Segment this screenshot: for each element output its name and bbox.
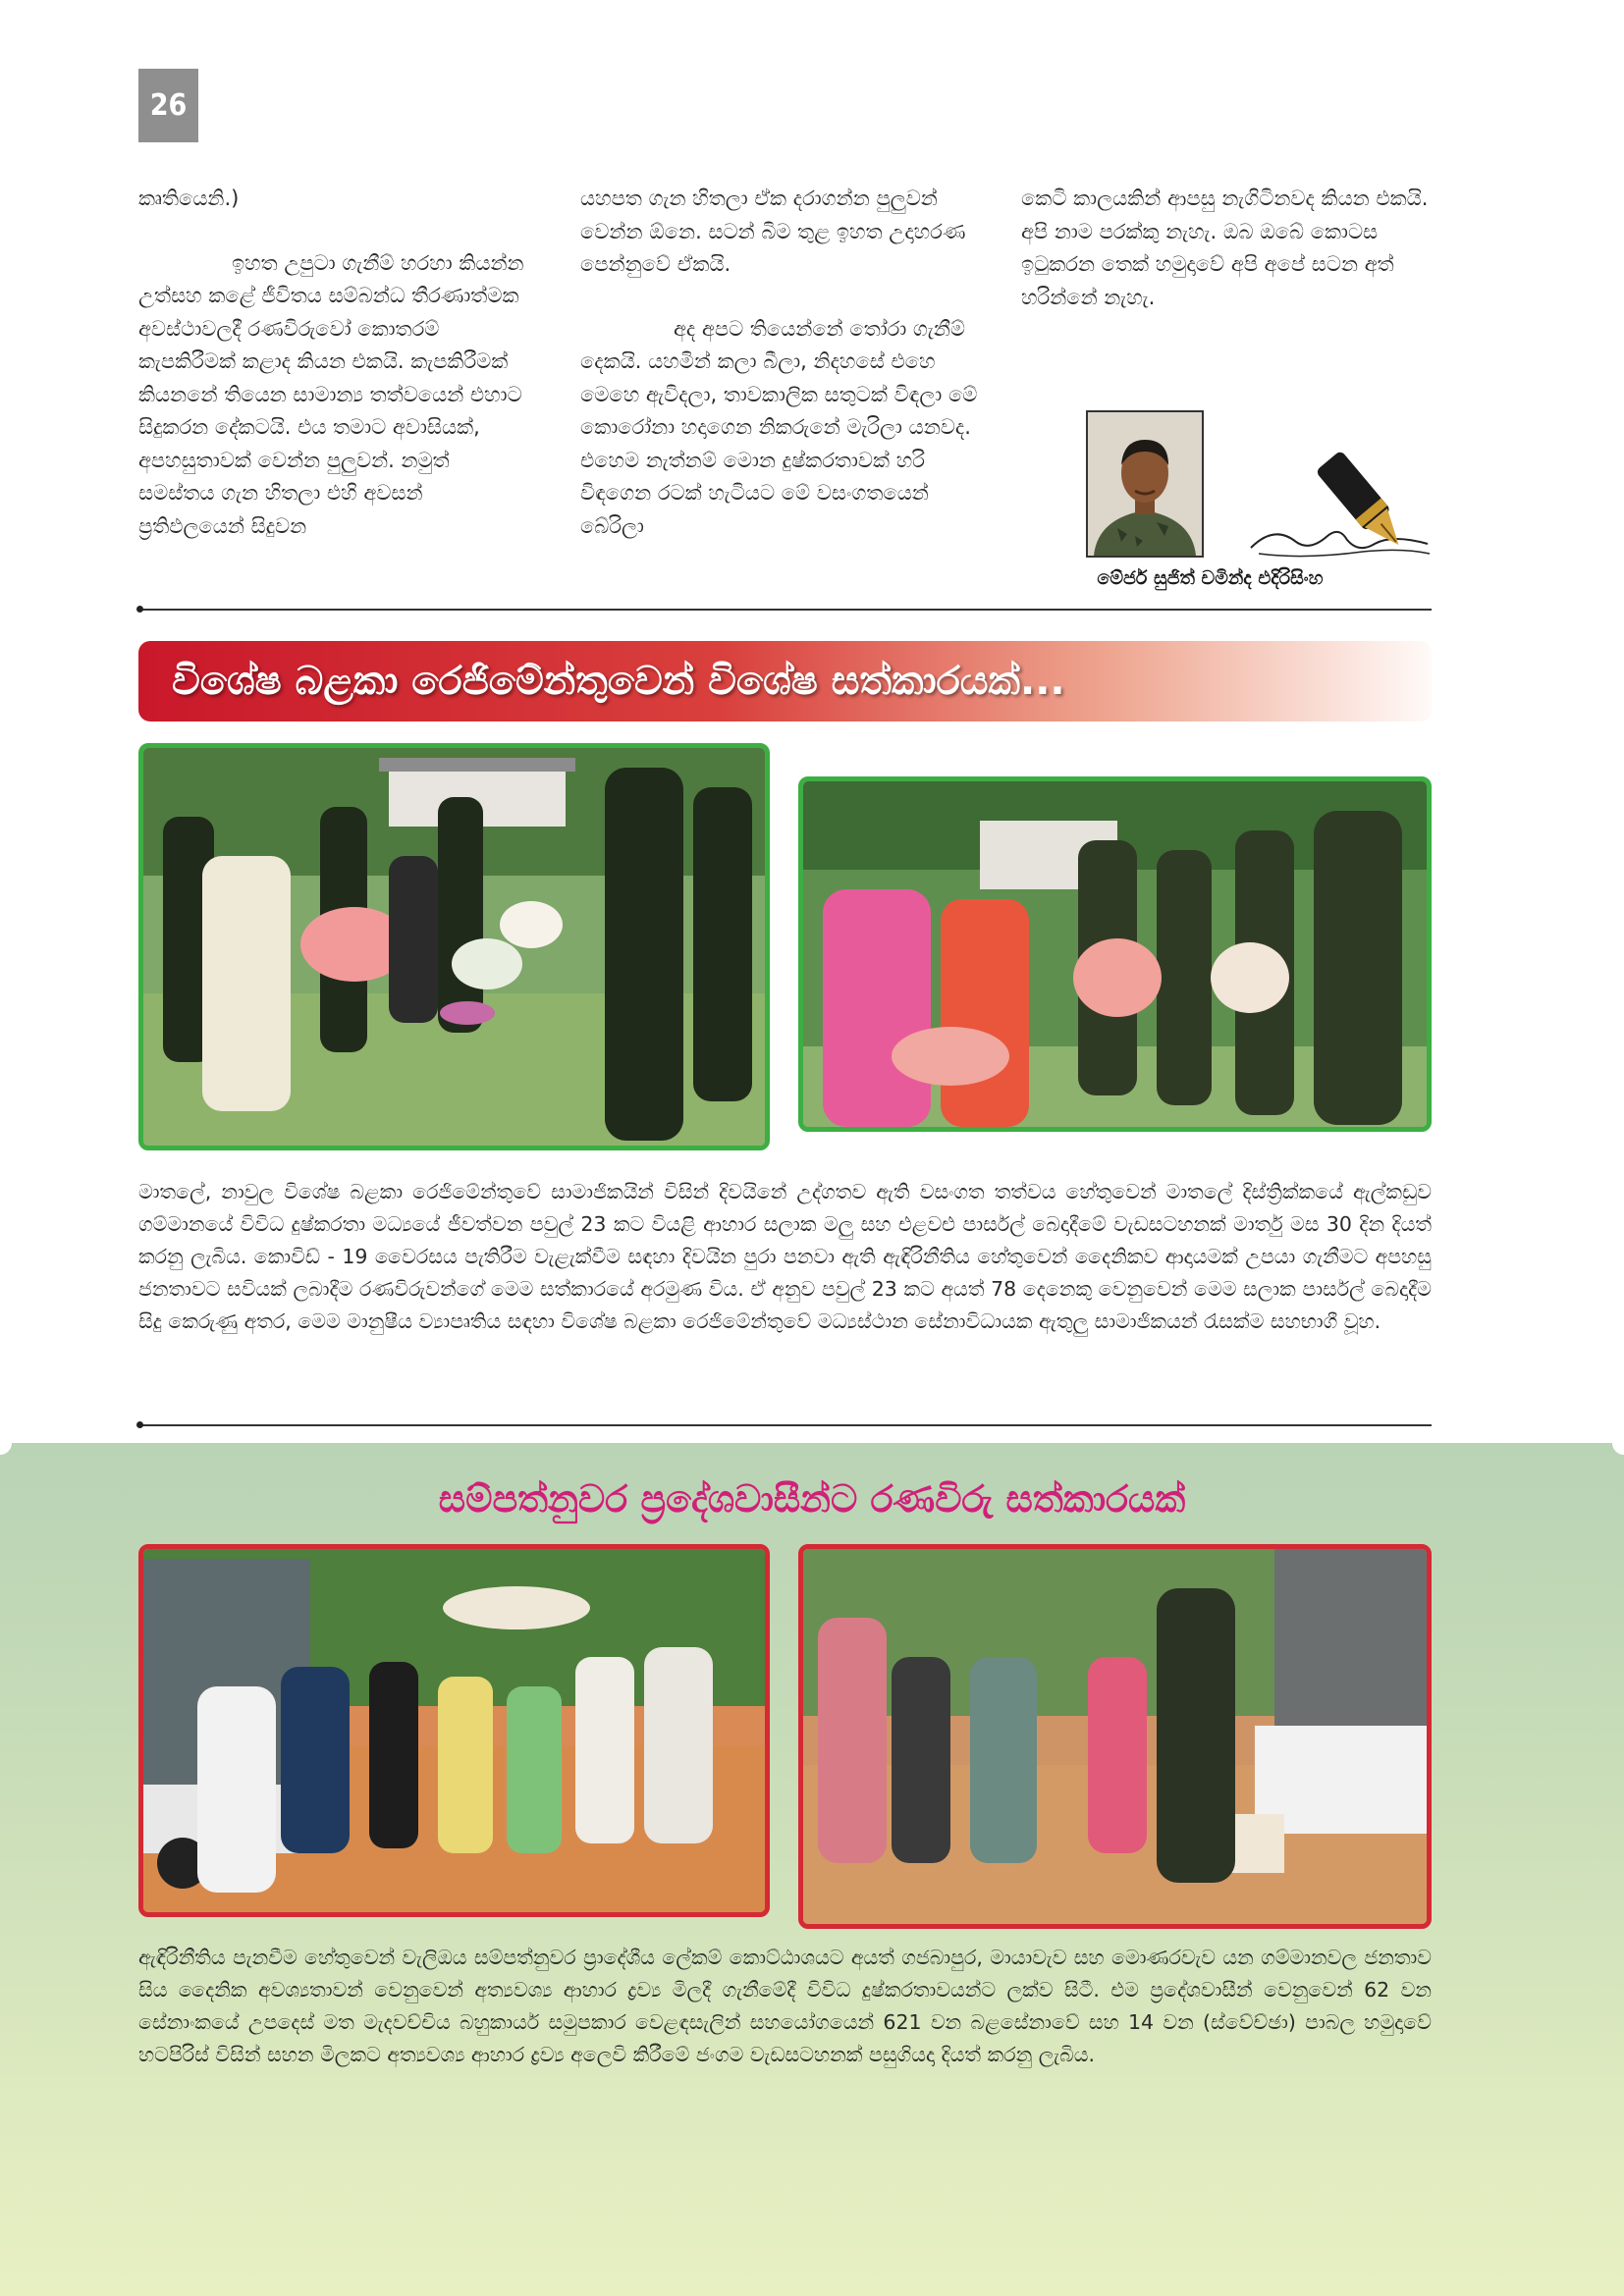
signature-pen-illustration [1245, 442, 1432, 569]
section-divider [138, 1424, 1432, 1426]
section-divider [138, 609, 1432, 611]
article1-paragraph: යහපත ගැන හිතලා ඒක දරාගන්න පුලුවන් වෙන්න ඕනෙ. සටන් බිම තුළ ඉහත උදාහරණ පෙන්නුවේ ඒකයි. [580, 187, 966, 276]
article2-caption: මාතලේ, නාවුල විශේෂ බළකා රෙජිමේන්තුවේ සාමාජිකයින් විසින් දිවයිනේ උද්ගතව ඇති වසංගත තත්වය හේතුවෙන් මාතලේ දිස්ත්‍රික්කයේ ඇල්කඩුව ගම්මානයේ විවිධ දුෂ්කරතා මධ්‍යයේ ජීවත්වන පවුල් 23 කට වියළි ආහාර සලාක මලු සහ එළවළු පාර්සල් බෙදාදීමේ වැඩසටහනක් මාර්තු මස 30 දින දියත් කරනු ලැබිය. කොවිඩ් - 19 වෛරසය පැතිරීම වැළැක්වීම සඳහා දිවයින පුරා පනවා ඇති ඇඳිරිනීතිය හේතුවෙන් දෛනිකව ආදායමක් උපයා ගැනීමට අපහසු ජනතාවට සවියක් ලබාදීම රණවිරුවන්ගේ මෙම සත්කාරයේ අරමුණ විය. ඒ අනුව පවුල් 23 කට අයත් 78 දෙනෙකු වෙනුවෙන් මෙම සලාක පාර්සල් බෙදාදීම සිදු කෙරුණු අතර, මෙම මානුෂීය ව්‍යාපෘතිය සඳහා විශේෂ බළකා රෙජිමේන්තුවේ මධ්‍යස්ථාන සේනාවිධායක ඇතුලු සාමාජිකයන් රැසක්ම සහභාගී වූහ. [138, 1180, 1432, 1333]
article1-paragraph: අද අපට තියෙන්නේ තෝරා ගැනීම් දෙකයි. යහමින් කලා බීලා, නිදහසේ එහෙ මෙහෙ ඇවිදලා, තාවකාලික සතුටක් විඳලා මේ කොරෝනා හදාගෙන නිකරුනේ මැරිලා යනවද. එහෙම නැත්නම් මොන දුෂ්කරතාවක් හරි විඳගෙන රටක් හැටියට මේ වසංගතයෙන් බේරිලා [580, 316, 978, 538]
article2-title: විශේෂ බළකා රෙජිමේන්තුවෙන් විශේෂ සත්කාරයක්... [172, 659, 1065, 704]
photo-mobile-food-sale-1 [138, 1544, 770, 1917]
article2-title-banner [138, 641, 1432, 721]
article1-column-3 [1021, 183, 1434, 346]
article1-column-1 [138, 183, 526, 574]
photo-mobile-food-sale-2 [798, 1544, 1432, 1929]
page-number: 26 [138, 69, 198, 142]
article1-paragraph: කෙටි කාලයකින් ආපසු නැගිටිනවද කියන එකයි. අපි නාම පරක්කු නැහැ. ඔබ ඔබේ කොටස ඉටුකරන තෙක් හමුදාවේ අපි අපේ සටන අත් හරින්නේ නැහැ. [1021, 187, 1429, 309]
author-portrait [1086, 410, 1204, 558]
article1-paragraph: කෘතියෙනි.) [138, 187, 240, 210]
photo-ration-distribution-1 [138, 743, 770, 1150]
article1-column-2 [580, 183, 988, 574]
article3-title: සම්පත්නුවර ප්‍රදේශවාසීන්ට රණවිරු සත්කාරයක් [438, 1477, 1186, 1521]
photo-ration-distribution-2 [798, 776, 1432, 1132]
article1-paragraph: ඉහත උපුටා ගැනීම් හරහා කියන්න උත්සහ කළේ ජීවිතය සම්බන්ධ තීරණාත්මක අවස්ථාවලදී රණවිරුවෝ කොතරම් කැපකිරීමක් කළාද කියන එකයි. කැපකිරීමක් කියනනේ තියෙන සාමාන්‍ය තත්වයෙන් එහාට සිදුකරන දේකටයි. එය තමාට අවාසියක්, අපහසුතාවක් වෙන්න පුලුවන්. නමුත් සමස්තය ගැන හිතලා එහි අවසන් ප්‍රතිඵලයෙන් සිදුවන [138, 250, 524, 538]
article3-caption: ඇඳිරිනීතිය පැනවීම හේතුවෙන් වැලිඔය සම්පත්නුවර ප්‍රාදේශීය ලේකම් කොට්ඨාශයට අයත් ගජබාපුර, මායාවැව සහ මොණරවැව යන ගම්මානවල ජනතාව සිය දෛනික අවශ්‍යතාවන් වෙනුවෙන් අත්‍යවශ්‍ය ආහාර ද්‍රව්‍ය මිලදී ගැනීමේදී විවිධ දුෂ්කරතාවයන්ට ලක්ව සිටී. එම ප්‍රදේශවාසීන් වෙනුවෙන් 62 වන සේනාංකයේ උපදෙස් මත මැදවච්චිය බහුකාර්ය සමුපකාර වෙළඳසැලින් සහයෝගයෙන් 621 වන බළසේනාවේ සහ 14 වන (ස්වේච්ඡා) පාබල හමුදාවේ හටපිරිස් විසින් සහන මිලකට අත්‍යවශ්‍ය ආහාර ද්‍රව්‍ය අලෙවි කිරීමේ ජංගම වැඩසටහනක් පසුගියදා දියත් කරනු ලැබිය. [138, 1946, 1432, 2066]
author-name: මේජර් සුජිත් චමින්ද එදිරිසිංහ [1097, 567, 1324, 589]
